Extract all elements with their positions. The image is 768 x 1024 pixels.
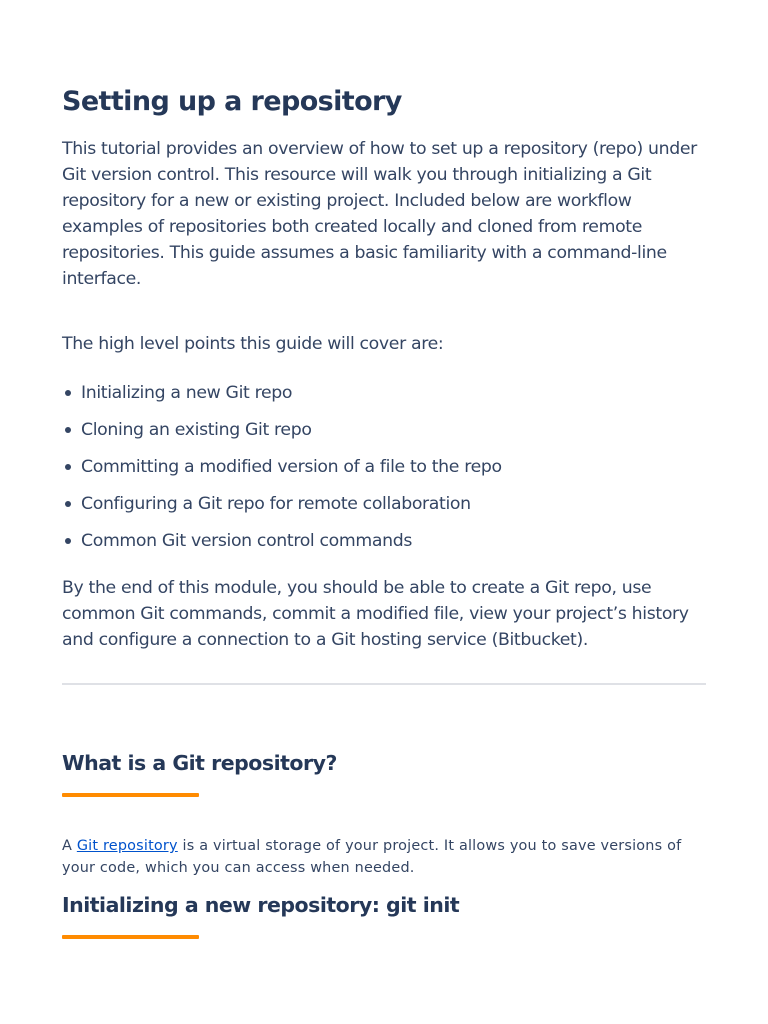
bullet-icon: [65, 464, 71, 470]
list-item-text: Configuring a Git repo for remote collaboration: [81, 494, 471, 514]
initializing-repository-heading: Initializing a new repository: git init: [62, 893, 460, 917]
summary-paragraph: By the end of this module, you should be able to create a Git repo, use common Git commands, commit a modified file, view your project’s history and configure a connection to a Git hosting service (Bitbucket).: [62, 578, 689, 650]
list-item: [62, 380, 502, 417]
list-item-text: Cloning an existing Git repo: [81, 420, 312, 440]
page-title: Setting up a repository: [62, 86, 402, 117]
intro-paragraph: This tutorial provides an overview of how to set up a repository (repo) under Git version control. This resource will walk you through initializing a Git repository for a new or existing project. Included below are workflow examples of repositories both created locally and cloned from remote repositories. This guide assumes a basic familiarity with a command-line interface.: [62, 139, 697, 289]
git-repository-definition: [62, 835, 706, 879]
cover-lead-text: The high level points this guide will cover are:: [62, 334, 444, 354]
list-item: [62, 454, 502, 491]
list-item: [62, 417, 502, 454]
git-repository-link[interactable]: Git repository: [76, 838, 178, 854]
list-item-text: Committing a modified version of a file to the repo: [81, 457, 502, 477]
definition-suffix: is a virtual storage of your project. It allows you to save versions of your code, which you can access when needed.: [62, 838, 682, 876]
heading-accent-underline: [62, 935, 199, 939]
bullet-icon: [65, 427, 71, 433]
section-divider: [62, 683, 706, 685]
list-item: [62, 528, 502, 565]
what-is-git-repository-heading: What is a Git repository?: [62, 751, 337, 775]
bullet-icon: [65, 501, 71, 507]
heading-accent-underline: [62, 793, 199, 797]
list-item: [62, 491, 502, 528]
bullet-icon: [65, 538, 71, 544]
bullet-icon: [65, 390, 71, 396]
definition-prefix: A: [62, 838, 77, 854]
key-points-list: [62, 380, 502, 565]
list-item-text: Common Git version control commands: [81, 531, 412, 551]
list-item-text: Initializing a new Git repo: [81, 383, 293, 403]
